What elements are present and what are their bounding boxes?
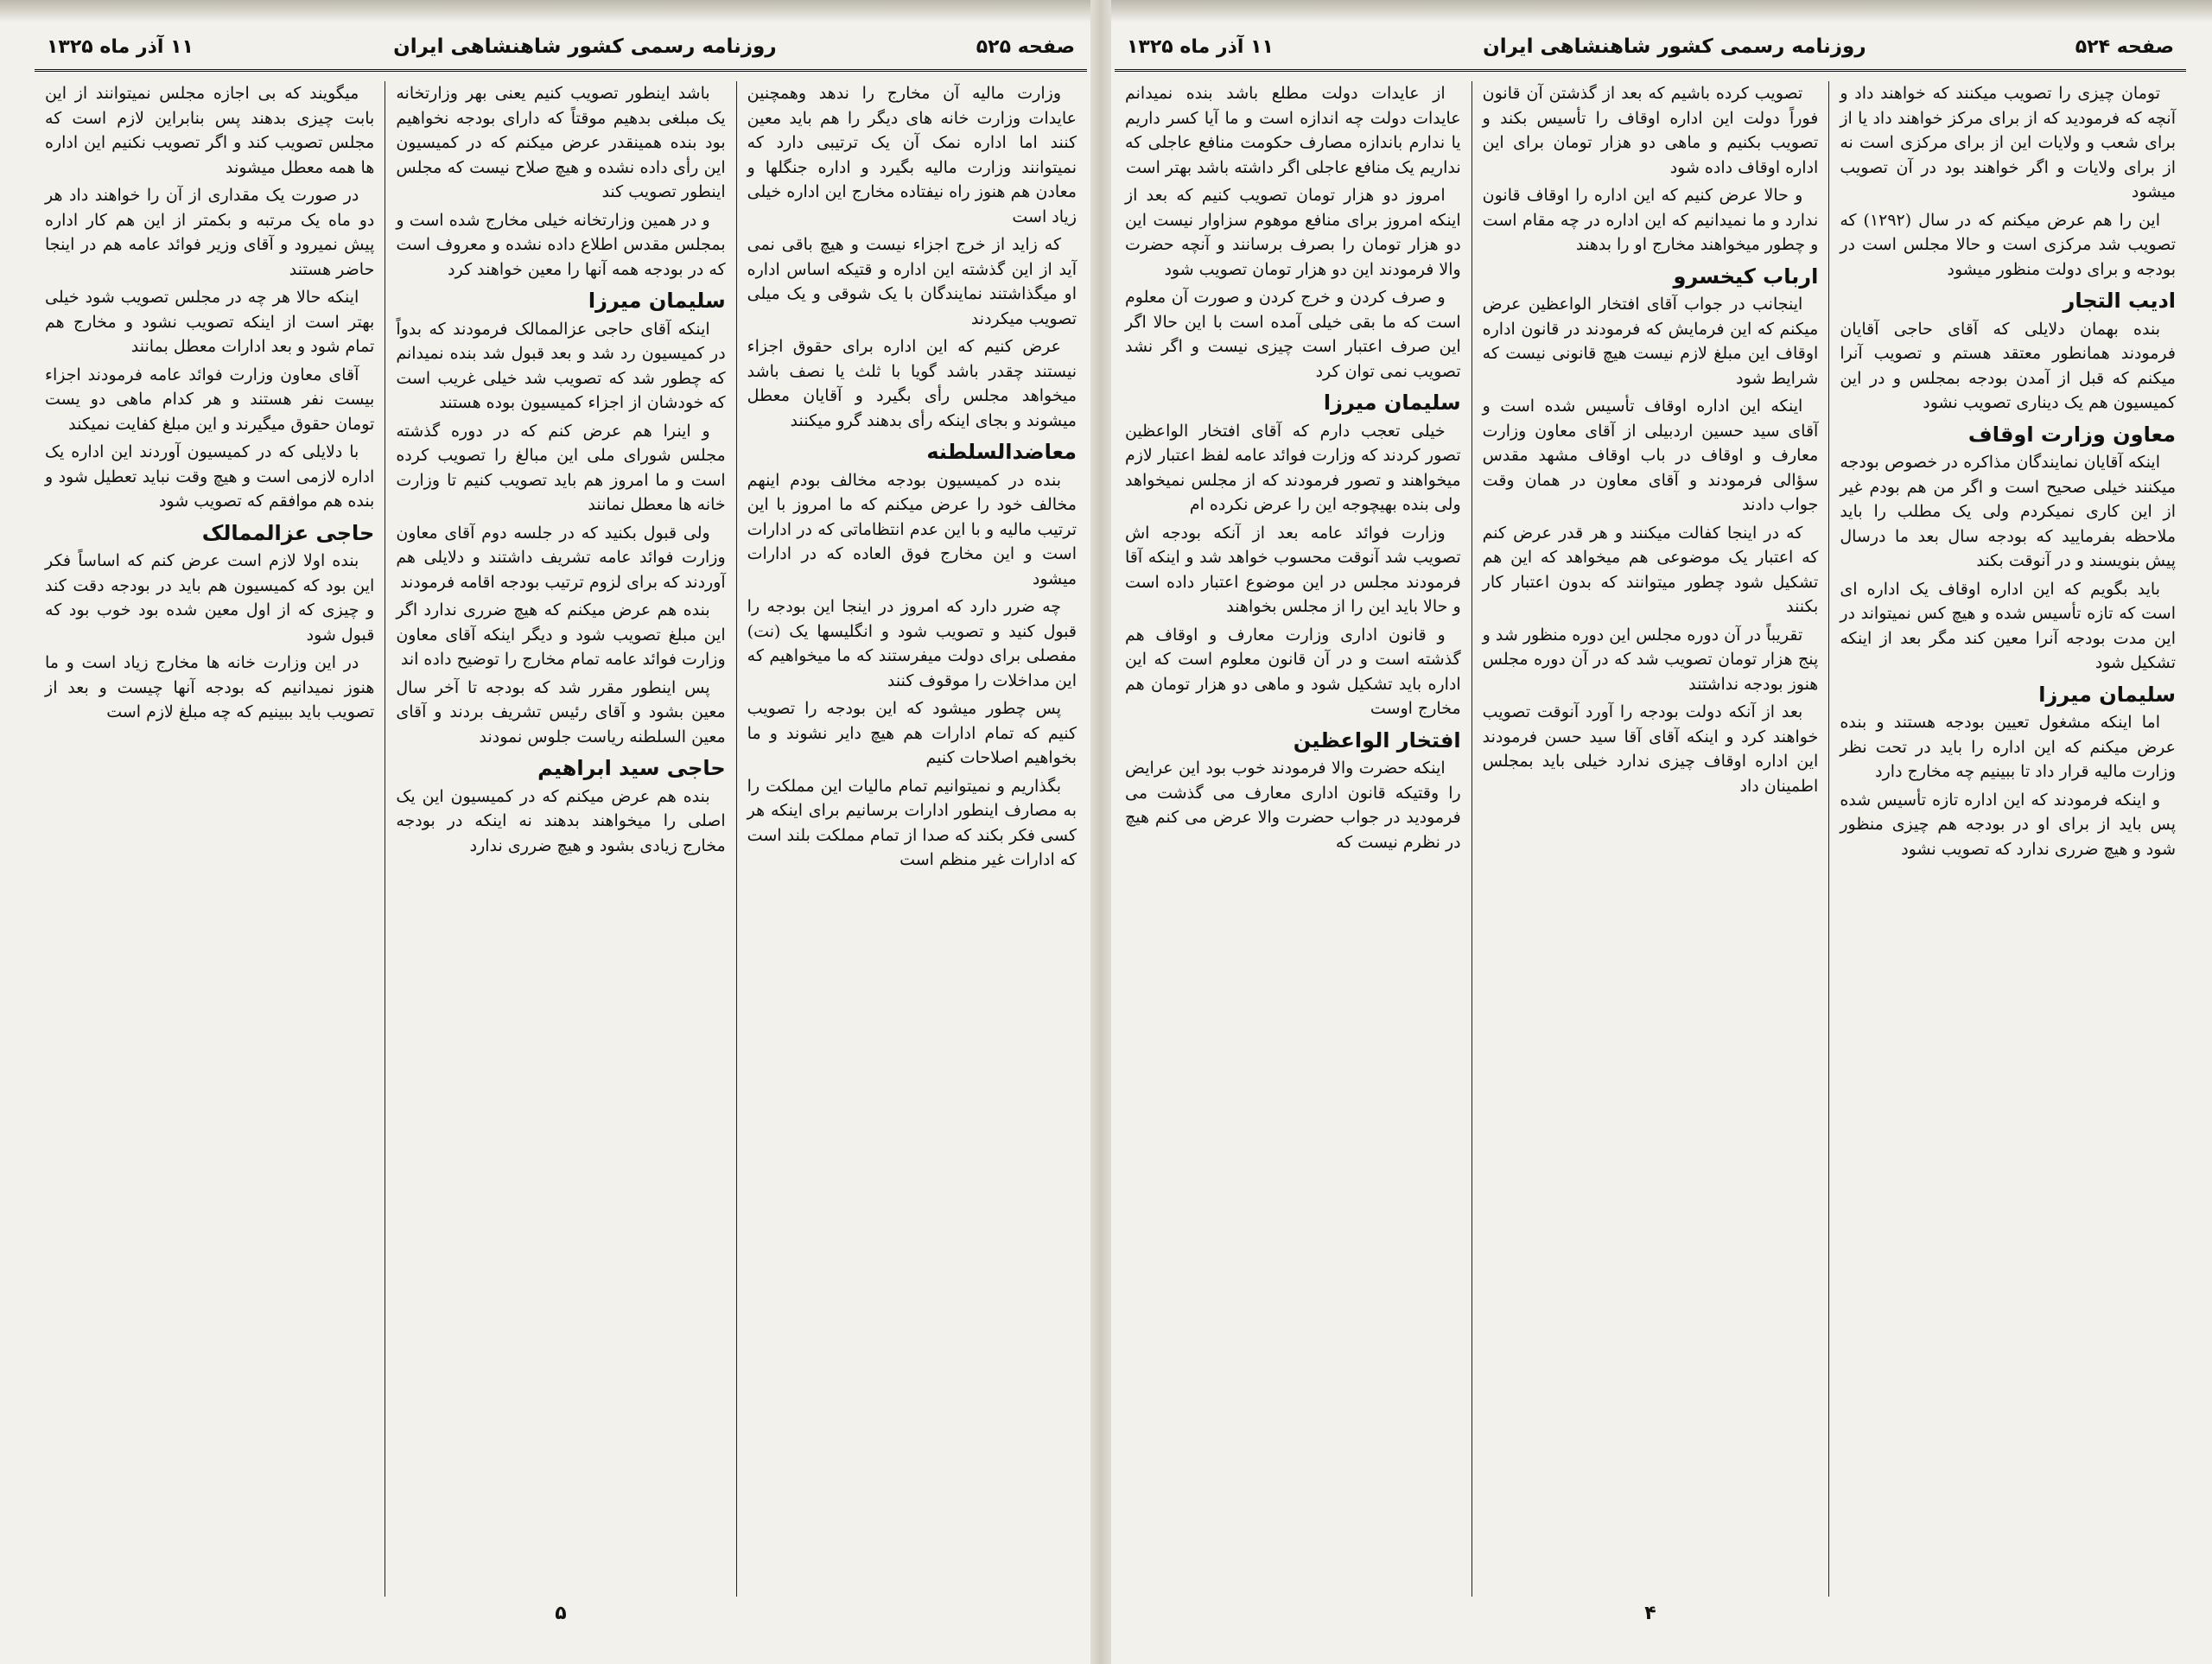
- speaker-name: ارباب کیخسرو: [1673, 264, 1819, 289]
- left-folio: ۵: [555, 1603, 567, 1624]
- article-paragraph: اینکه حضرت والا فرمودند خوب بود این عرایض را وقتیکه قانون اداری معارف می گذشت می فرمودید در جواب حضرت والا عرض می کنم هیچ در نظرم نیست که: [1124, 759, 1461, 852]
- article-paragraph: بنده در کمیسیون بودجه مخالف بودم اینهم مخالف خود را عرض میکنم که ما امروز با این ترتیب مالیه و با این عدم انتظاماتی که در ادارات است و این مخارج فوق العاده که در ادارات میشود: [747, 470, 1077, 588]
- right-page-columns: [1115, 81, 2186, 1597]
- right-page: [1115, 24, 2186, 1631]
- right-page-header: [1115, 24, 2186, 72]
- article-paragraph: و در همین وزارتخانه خیلی مخارج شده است و بمجلس مقدس اطلاع داده نشده و معروف است که در بودجه همه آنها را معین خواهند کرد: [396, 210, 726, 279]
- article-paragraph: بنده اولا لازم است عرض کنم که اساساً فکر این بود که کمیسیون هم باید در بودجه دقت کند و چیزی که از اول معین شده بود خوب بود که قبول شود: [45, 551, 375, 645]
- article-paragraph: اینجانب در جواب آقای افتخار الواعظین عرض میکنم که این فرمایش که فرمودند در قانون اداره اوقاف این مبلغ لازم نیست هیچ قانونی نیست که شرایط شود: [1482, 295, 1819, 388]
- article-paragraph: اینکه این اداره اوقاف تأسیس شده است و آقای سید حسین اردبیلی از آقای معاون وزارت معارف و اوقاف در باب اوقاف مشهد مقدس سؤالی فرمودند و آقای معاون در همان وقت جواب دادند: [1482, 397, 1819, 514]
- article-paragraph: وزارت مالیه آن مخارج را ندهد وهمچنین عایدات وزارت خانه های دیگر را هم باید معین کنند اما اداره نمک آن یک ترتیبی دارد که نمیتوانند وزارت مالیه بگیرد و اداره جنگلها و معادن هم هنوز راه نیفتاده مخارج این اداره خیلی زیاد است: [747, 84, 1077, 226]
- article-paragraph: عرض کنیم که این اداره برای حقوق اجزاء نیستند چقدر باشد گویا با ثلث یا نصف باشد میخواهد مجلس رأی بگیرد و آقایان معطل میشوند و بجای اینکه رأی بدهند گرو میکنند: [747, 337, 1077, 430]
- article-paragraph: تومان چیزی را تصویب میکنند که خواهند داد و آنچه که فرمودید که از برای مرکز خواهند داد یا از برای شعب و ولایات این از برای مرکزی است نه از برای ولایات و اگر خواهند بود در آن تصویب میشود: [1840, 84, 2176, 201]
- article-paragraph: بنده بهمان دلایلی که آقای حاجی آقایان فرمودند همانطور معتقد هستم و تصویب آنرا میکنم که قبل از آمدن بودجه بمجلس و در این کمیسیون هم یک دیناری تصویب نشود: [1840, 319, 2176, 412]
- article-paragraph: و حالا عرض کنیم که این اداره را اوقاف قانون ندارد و ما نمیدانیم که این اداره در چه مقام است و چطور میخواهند مخارج او را بدهند: [1482, 186, 1819, 254]
- speaker-name: ادیب التجار: [2063, 289, 2176, 313]
- article-paragraph: که زاید از خرج اجزاء نیست و هیچ باقی نمی آید از این گذشته این اداره و قتیکه اساس اداره او میگذاشتند نمایندگان با یک شوقی و یک میلی تصویب میکردند: [747, 235, 1077, 328]
- article-paragraph: خیلی تعجب دارم که آقای افتخار الواعظین تصور کردند که وزارت فوائد عامه لفظ اعتبار لازم میخواهند و تصور فرمودند که از مجلس نمیخواهد ولی بنده بهیچوجه این را عرض نکرده ام: [1124, 421, 1461, 514]
- speaker-name: معاضدالسلطنه: [926, 440, 1077, 464]
- article-paragraph: و اینرا هم عرض کنم که در دوره گذشته مجلس شورای ملی این مبالغ را تصویب کرده است و ما امروز هم باید تصویب کنیم تا وزارت خانه ها معطل نمانند: [396, 421, 726, 514]
- right-folio: ۴: [1644, 1603, 1656, 1624]
- left-col-3: [35, 81, 385, 1597]
- speaker-name: افتخار الواعظین: [1293, 727, 1461, 753]
- right-col-1: [1828, 81, 2186, 1597]
- article-paragraph: اما اینکه مشغول تعیین بودجه هستند و بنده عرض میکنم که این اداره را باید در تحت نظر وزارت مالیه قرار داد تا ببینیم چه مخارج دارد: [1840, 713, 2176, 781]
- left-page-header: [35, 24, 1087, 72]
- article-paragraph: بنده هم عرض میکنم که در کمیسیون این یک اصلی را میخواهند بدهند نه اینکه در بودجه مخارج زیادی بشود و هیچ ضرری ندارد: [396, 786, 726, 855]
- article-paragraph: پس چطور میشود که این بودجه را تصویب کنیم که تمام ادارات هم هیچ دایر نشوند و ما بخواهیم اصلاحات کنیم: [747, 699, 1077, 767]
- left-col-2: [385, 81, 735, 1597]
- speaker-name: سلیمان میرزا: [1323, 391, 1461, 415]
- speaker-name: حاجی سید ابراهیم: [537, 756, 726, 780]
- left-page: [35, 24, 1087, 1631]
- article-paragraph: اینکه آقای حاجی عزالممالک فرمودند که بدواً در کمیسیون رد شد و بعد قبول شد بنده نمیدانم که چطور شد که تصویب شد خیلی غریب است که خودشان از اجزاء کمیسیون بوده هستند: [396, 319, 726, 412]
- article-paragraph: میگویند که بی اجازه مجلس نمیتوانند از این بابت چیزی بدهند پس بنابراین لازم است که مجلس تصویب کند و اگر تصویب نکنیم این اداره ها همه معطل میشوند: [45, 84, 375, 177]
- article-paragraph: پس اینطور مقرر شد که بودجه تا آخر سال معین بشود و آقای رئیس تشریف بردند و آقای معین السلطنه ریاست جلوس نمودند: [396, 677, 726, 746]
- right-col-2: [1471, 81, 1829, 1597]
- article-paragraph: چه ضرر دارد که امروز در اینجا این بودجه را قبول کنید و تصویب شود و انگلیسها یک (نت) مفصلی برای دولت میفرستند که ما میخواهیم که این مداخلات را موقوف کنند: [747, 597, 1077, 690]
- article-paragraph: اینکه آقایان نمایندگان مذاکره در خصوص بودجه میکنند خیلی صحیح است و اگر من هم بودم غیر از این کاری نمیکردم ولی یک مطلب را باید ملاحظه بفرمایید که بودجه سال بعد ما درسال پیش بنویسند و در آنوقت بکند: [1840, 453, 2176, 570]
- article-paragraph: بعد از آنکه دولت بودجه را آورد آنوقت تصویب خواهند کرد و اینکه آقای آقا سید حسن فرمودند این اداره اوقاف چیزی ندارد خیلی باید بمجلس اطمینان داد: [1482, 702, 1819, 796]
- right-page-number: صفحه ۵۲۴: [2075, 35, 2174, 58]
- article-paragraph: تصویب کرده باشیم که بعد از گذشتن آن قانون فوراً دولت این اداره اوقاف را تأسیس بکند و تصویب بکنیم و ماهی دو هزار تومان برای این اداره اوقاف داده شود: [1482, 84, 1819, 177]
- article-paragraph: که در اینجا کفالت میکنند و هر قدر عرض کنم که اعتبار یک موضوعی هم میخواهد که این هم تشکیل شود چطور میتوانند که بدون اعتبار کار بکنند: [1482, 523, 1819, 616]
- article-paragraph: در این وزارت خانه ها مخارج زیاد است و ما هنوز نمیدانیم که بودجه آنها چیست و بعد از تصویب باید ببینیم که چه مبلغ لازم است: [45, 653, 375, 721]
- left-col-1: [736, 81, 1087, 1597]
- article-paragraph: اینکه حالا هر چه در مجلس تصویب شود خیلی بهتر است از اینکه تصویب نشود و مخارج هم تمام شود و بعد ادارات معطل بمانند: [45, 288, 375, 356]
- right-page-date: ۱۱ آذر ماه ۱۳۲۵: [1127, 35, 1274, 58]
- speaker-name: معاون وزارت اوقاف: [1967, 422, 2176, 447]
- article-paragraph: با دلایلی که در کمیسیون آوردند این اداره یک اداره لازمی است و هیچ وقت نباید تعطیل شود و بنده هم موافقم که تصویب شود: [45, 442, 375, 511]
- article-paragraph: باید بگویم که این اداره اوقاف یک اداره ای است که تازه تأسیس شده و هیچ کس نمیتواند در این مدت بودجه آنرا معین کند مگر بعد از اینکه تشکیل شود: [1840, 579, 2176, 672]
- speaker-name: سلیمان میرزا: [2038, 682, 2176, 707]
- article-paragraph: باشد اینطور تصویب کنیم یعنی بهر وزارتخانه یک مبلغی بدهیم موقتاً که دارای بودجه نخواهیم بود بنده همینقدر عرض میکنم که در کمیسیون این رأی داده نشده و هیچ صلاح نیست که مجلس اینطور تصویب کند: [396, 84, 726, 201]
- article-paragraph: و اینکه فرمودند که این اداره تازه تأسیس شده پس باید از برای او در بودجه هم چیزی منظور شود و هیچ ضرری ندارد که تصویب نشود: [1840, 790, 2176, 859]
- page-gutter: [1090, 0, 1111, 1664]
- speaker-name: حاجی عزالممالک: [201, 520, 375, 545]
- article-paragraph: بنده هم عرض میکنم که هیچ ضرری ندارد اگر این مبلغ تصویب شود و دیگر اینکه آقای معاون وزارت فوائد عامه تمام مخارج را توضیح داده اند: [396, 600, 726, 669]
- left-page-title: روزنامه رسمی کشور شاهنشاهی ایران: [393, 35, 777, 58]
- right-page-title: روزنامه رسمی کشور شاهنشاهی ایران: [1483, 35, 1866, 58]
- article-paragraph: وزارت فوائد عامه بعد از آنکه بودجه اش تصویب شد آنوقت محسوب خواهد شد و اینکه آقا فرمودند مجلس در این موضوع اعتبار داده است و حالا باید این را از مجلس بخواهند: [1124, 523, 1461, 616]
- left-page-columns: [35, 81, 1087, 1597]
- article-paragraph: و صرف کردن و خرج کردن و صورت آن معلوم است که ما بقی خیلی آمده است با این حالا اگر این صرف اعتبار است چیزی نیست و اگر نشد تصویب نمی توان کرد: [1124, 288, 1461, 381]
- left-page-date: ۱۱ آذر ماه ۱۳۲۵: [47, 35, 194, 58]
- right-col-3: [1115, 81, 1471, 1597]
- speaker-name: سلیمان میرزا: [588, 289, 726, 313]
- article-paragraph: ولی قبول بکنید که در جلسه دوم آقای معاون وزارت فوائد عامه تشریف داشتند و دلایلی هم آوردند که برای لزوم ترتیب بودجه اقامه فرمودند: [396, 523, 726, 592]
- article-paragraph: امروز دو هزار تومان تصویب کنیم که بعد از اینکه امروز برای منافع موهوم سزاوار نیست این دو هزار تومان را بصرف برسانند و آنچه حضرت والا فرمودند این دو هزار تومان تصویب شود: [1124, 186, 1461, 279]
- article-paragraph: و قانون اداری وزارت معارف و اوقاف هم گذشته است و در آن قانون معلوم است که این اداره باید تشکیل شود و ماهی دو هزار تومان هم مخارج اوست: [1124, 625, 1461, 718]
- left-page-number: صفحه ۵۲۵: [976, 35, 1075, 58]
- article-paragraph: در صورت یک مقداری از آن را خواهند داد هر دو ماه یک مرتبه و بکمتر از این هم کار اداره پیش نمیرود و آقای وزیر فوائد عامه هم در اینجا حاضر هستند: [45, 186, 375, 279]
- article-paragraph: تقریباً در آن دوره مجلس این دوره منظور شد و پنج هزار تومان تصویب شد که در آن دوره مجلس هنوز بودجه نداشتند: [1482, 625, 1819, 694]
- article-paragraph: از عایدات دولت مطلع باشد بنده نمیدانم عایدات دولت چه اندازه است و ما آیا کسر داریم یا ندارم باندازه مصارف حکومت منافع عاجلی که نداریم یک منافع عاجلی اگر داشته باشد بهتر است: [1124, 84, 1461, 177]
- article-paragraph: آقای معاون وزارت فوائد عامه فرمودند اجزاء بیست نفر هستند و هر کدام ماهی دو یست تومان حقوق میگیرند و این مبلغ کفایت نمیکند: [45, 365, 375, 434]
- article-paragraph: این را هم عرض میکنم که در سال (۱۲۹۲) که تصویب شد مرکزی است و حالا مجلس است در بودجه و برای دولت منظور میشود: [1840, 210, 2176, 279]
- article-paragraph: بگذاریم و نمیتوانیم تمام مالیات این مملکت را به مصارف اینطور ادارات برسانیم برای اینکه هر کسی فکر بکند که صدا از تمام مملکت بلند است که ادارات غیر منظم است: [747, 776, 1077, 869]
